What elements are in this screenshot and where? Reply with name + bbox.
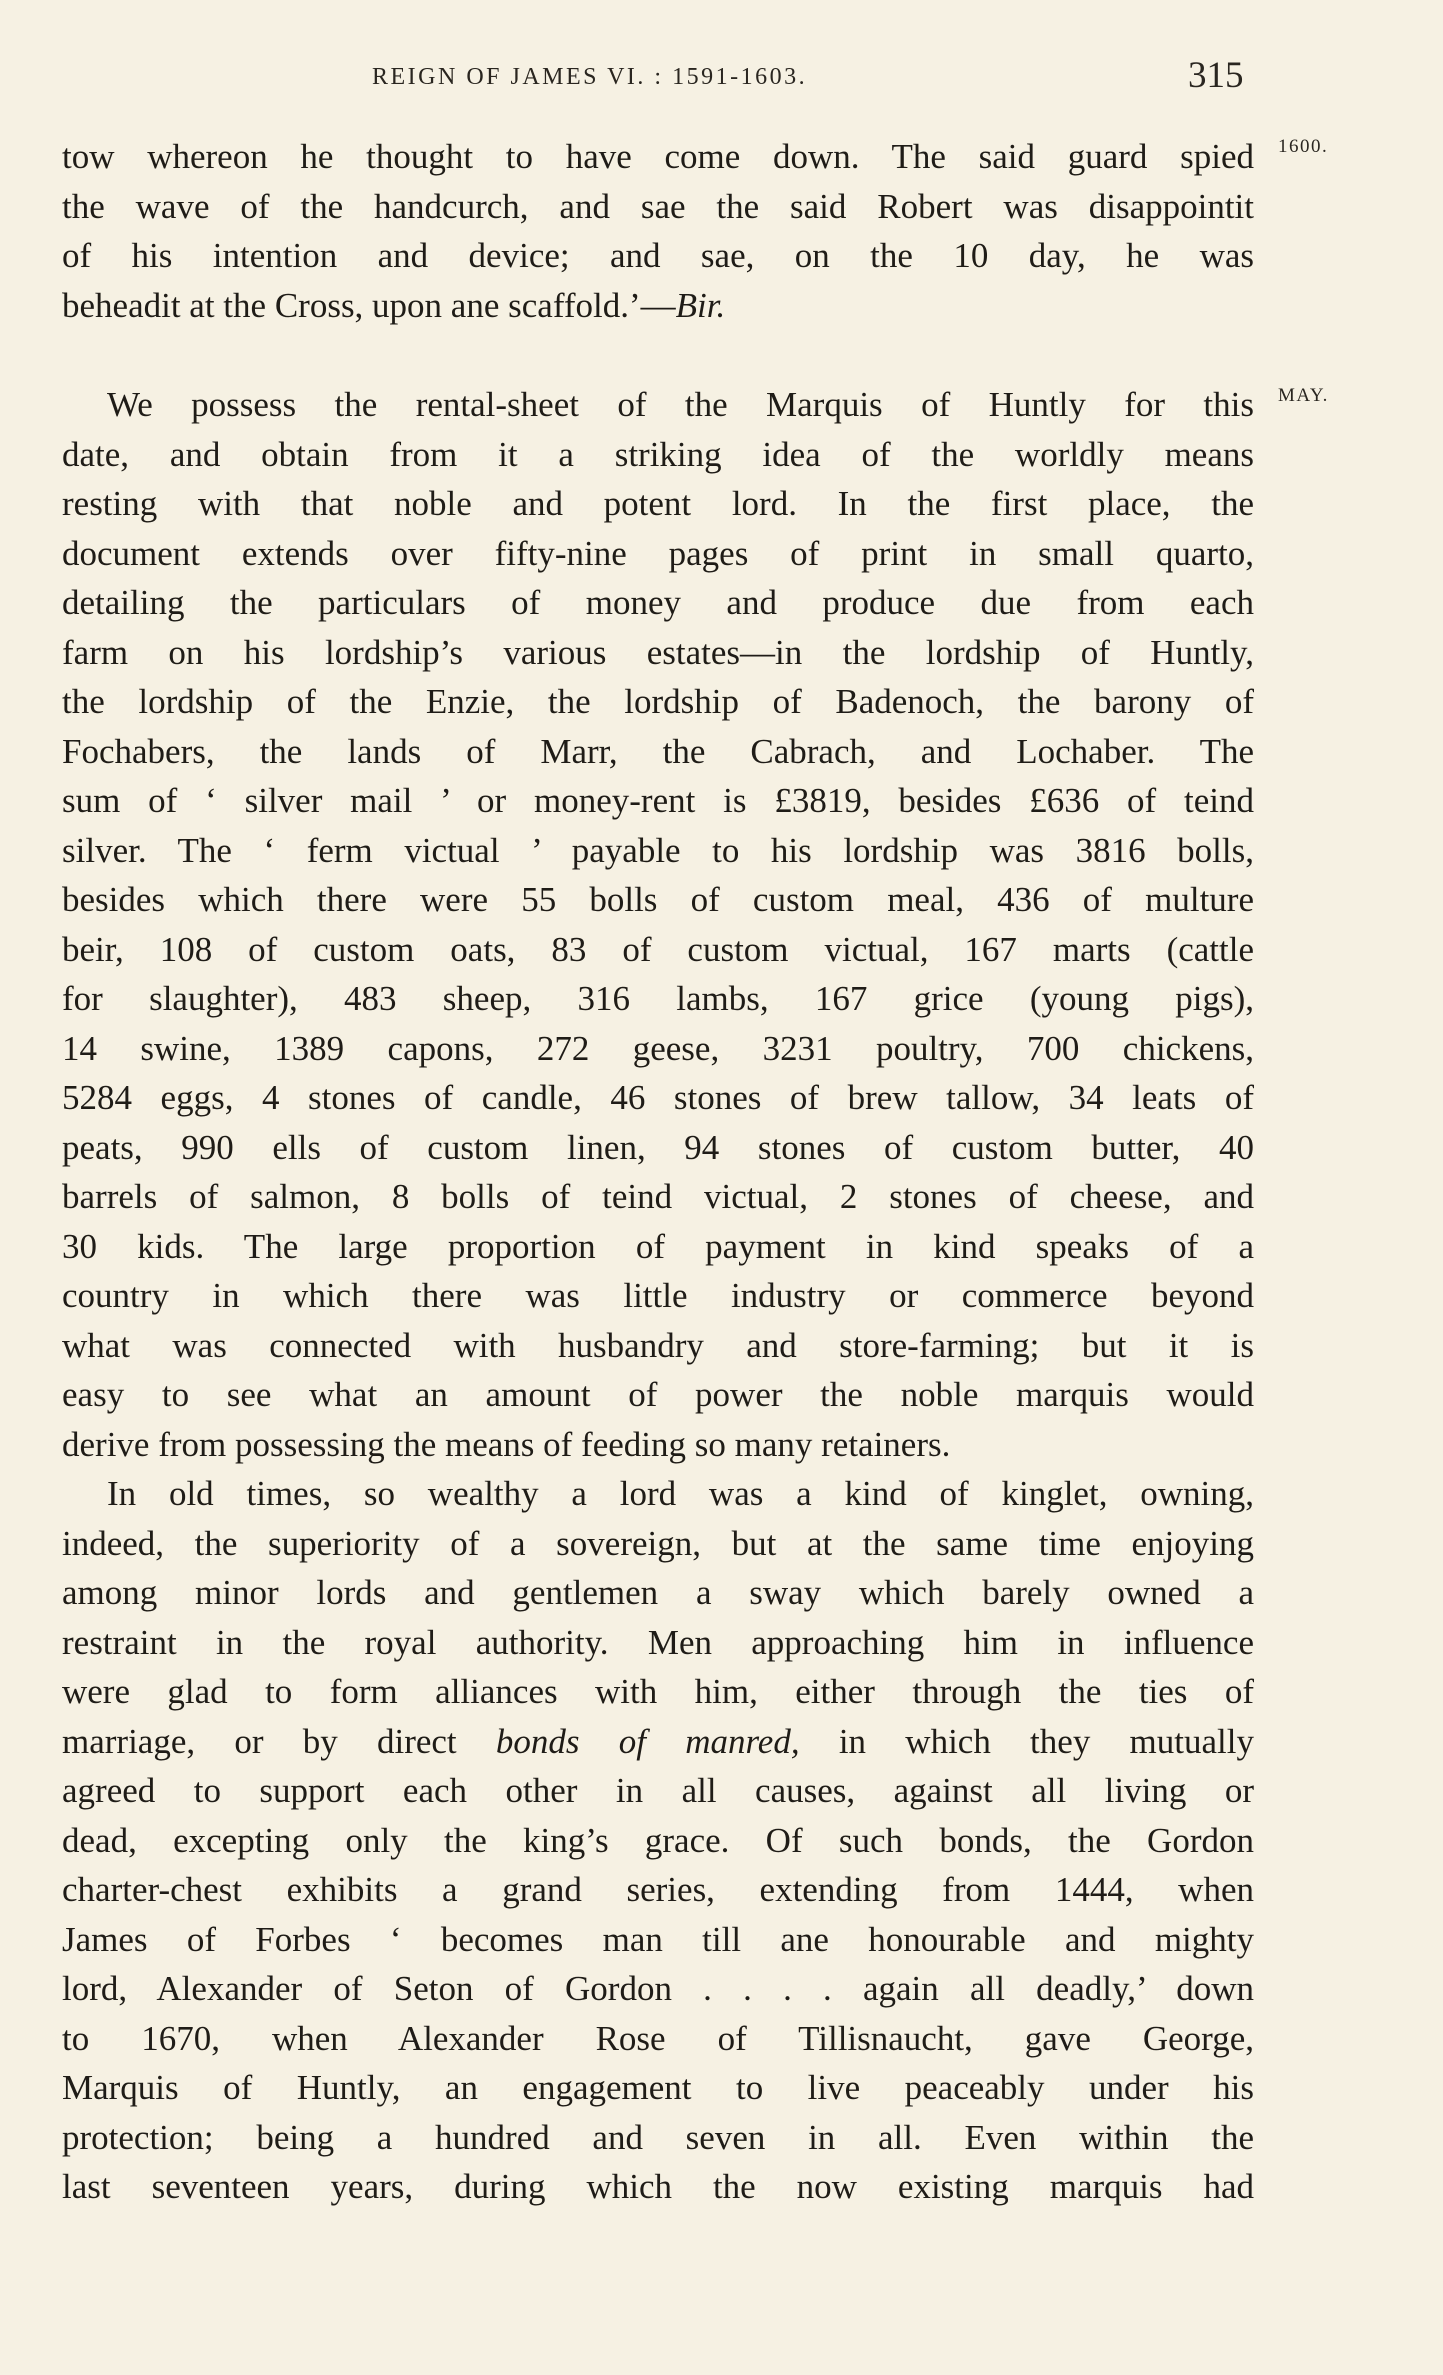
text-line: document extends over fifty-nine pages of print in small quarto, <box>62 533 1254 573</box>
text-line: for slaughter), 483 sheep, 316 lambs, 167 grice (young pigs), <box>62 979 1254 1018</box>
text-segment: marriage, or by direct <box>62 1721 496 1761</box>
text-line: 5284 eggs, 4 stones of candle, 46 stones of brew tallow, 34 leats of <box>62 1078 1254 1117</box>
text-line: detailing the particulars of money and produce due from each <box>62 583 1254 622</box>
text-line: sum of ‘ silver mail ’ or money-rent is £3819, besides £636 of teind <box>62 781 1254 820</box>
text-line: We possess the rental-sheet of the Marquis of Huntly for this <box>107 385 1254 424</box>
page-number: 315 <box>1188 55 1244 96</box>
text-line: farm on his lordship’s various estates—in the lordship of Huntly, <box>62 632 1254 672</box>
text-line: among minor lords and gentlemen a sway which barely owned a <box>62 1573 1254 1612</box>
margin-note-month: MAY. <box>1278 385 1329 406</box>
text-line: what was connected with husbandry and store-farming; but it is <box>62 1325 1254 1365</box>
source-citation: Bir. <box>675 285 726 325</box>
text-line: beir, 108 of custom oats, 83 of custom victual, 167 marts (cattle <box>62 929 1254 969</box>
text-line: indeed, the superiority of a sovereign, but at the same time enjoying <box>62 1523 1254 1563</box>
text-line: the lordship of the Enzie, the lordship of Badenoch, the barony of <box>62 682 1254 721</box>
text-line: last seventeen years, during which the now existing marquis had <box>62 2167 1254 2206</box>
text-line: to 1670, when Alexander Rose of Tillisnaucht, gave George, <box>62 2018 1254 2058</box>
text-line: charter-chest exhibits a grand series, extending from 1444, when <box>62 1870 1254 1909</box>
paragraph-continuation <box>62 132 1254 330</box>
text-line: dead, excepting only the king’s grace. Of such bonds, the Gordon <box>62 1820 1254 1860</box>
quote-text: beheadit at the Cross, upon ane scaffold.’— <box>62 285 676 325</box>
text-line <box>62 1717 1254 1767</box>
text-line: tow whereon he thought to have come down. The said guard spied <box>62 137 1254 176</box>
text-line: peats, 990 ells of custom linen, 94 stones of custom butter, 40 <box>62 1127 1254 1167</box>
paragraph-rental-sheet <box>62 380 1254 2212</box>
text-line: 30 kids. The large proportion of payment in kind speaks of a <box>62 1226 1254 1266</box>
text-segment: in which they mutually <box>799 1721 1254 1761</box>
text-line: derive from possessing the means of feeding so many retainers. <box>62 1424 951 1464</box>
text-line: the wave of the handcurch, and sae the said Robert was disappointit <box>62 186 1254 226</box>
text-line: country in which there was little industry or commerce beyond <box>62 1276 1254 1315</box>
text-line: agreed to support each other in all causes, against all living or <box>62 1771 1254 1810</box>
page-header <box>0 54 1443 104</box>
text-line: lord, Alexander of Seton of Gordon . . . . again all deadly,’ down <box>62 1969 1254 2008</box>
running-head: REIGN OF JAMES VI. : 1591-1603. <box>372 64 808 90</box>
text-line: easy to see what an amount of power the noble marquis would <box>62 1375 1254 1414</box>
text-line <box>62 281 1254 331</box>
text-line: silver. The ‘ ferm victual ’ payable to his lordship was 3816 bolls, <box>62 830 1254 870</box>
text-line: resting with that noble and potent lord. In the first place, the <box>62 484 1254 523</box>
margin-note-year: 1600. <box>1278 136 1329 157</box>
text-line: besides which there were 55 bolls of custom meal, 436 of multure <box>62 880 1254 919</box>
text-line: restraint in the royal authority. Men approaching him in influence <box>62 1622 1254 1662</box>
text-line: protection; being a hundred and seven in all. Even within the <box>62 2117 1254 2157</box>
text-line: 14 swine, 1389 capons, 272 geese, 3231 poultry, 700 chickens, <box>62 1028 1254 1068</box>
text-line: date, and obtain from it a striking idea of the worldly means <box>62 434 1254 474</box>
text-line: In old times, so wealthy a lord was a kind of kinglet, owning, <box>107 1474 1254 1513</box>
text-line: James of Forbes ‘ becomes man till ane honourable and mighty <box>62 1919 1254 1959</box>
text-line: Marquis of Huntly, an engagement to live peaceably under his <box>62 2068 1254 2107</box>
italic-term: bonds of manred, <box>495 1721 800 1761</box>
text-line: of his intention and device; and sae, on the 10 day, he was <box>62 236 1254 275</box>
text-line: were glad to form alliances with him, either through the ties of <box>62 1672 1254 1711</box>
text-line: Fochabers, the lands of Marr, the Cabrach, and Lochaber. The <box>62 731 1254 771</box>
text-line: barrels of salmon, 8 bolls of teind victual, 2 stones of cheese, and <box>62 1177 1254 1216</box>
